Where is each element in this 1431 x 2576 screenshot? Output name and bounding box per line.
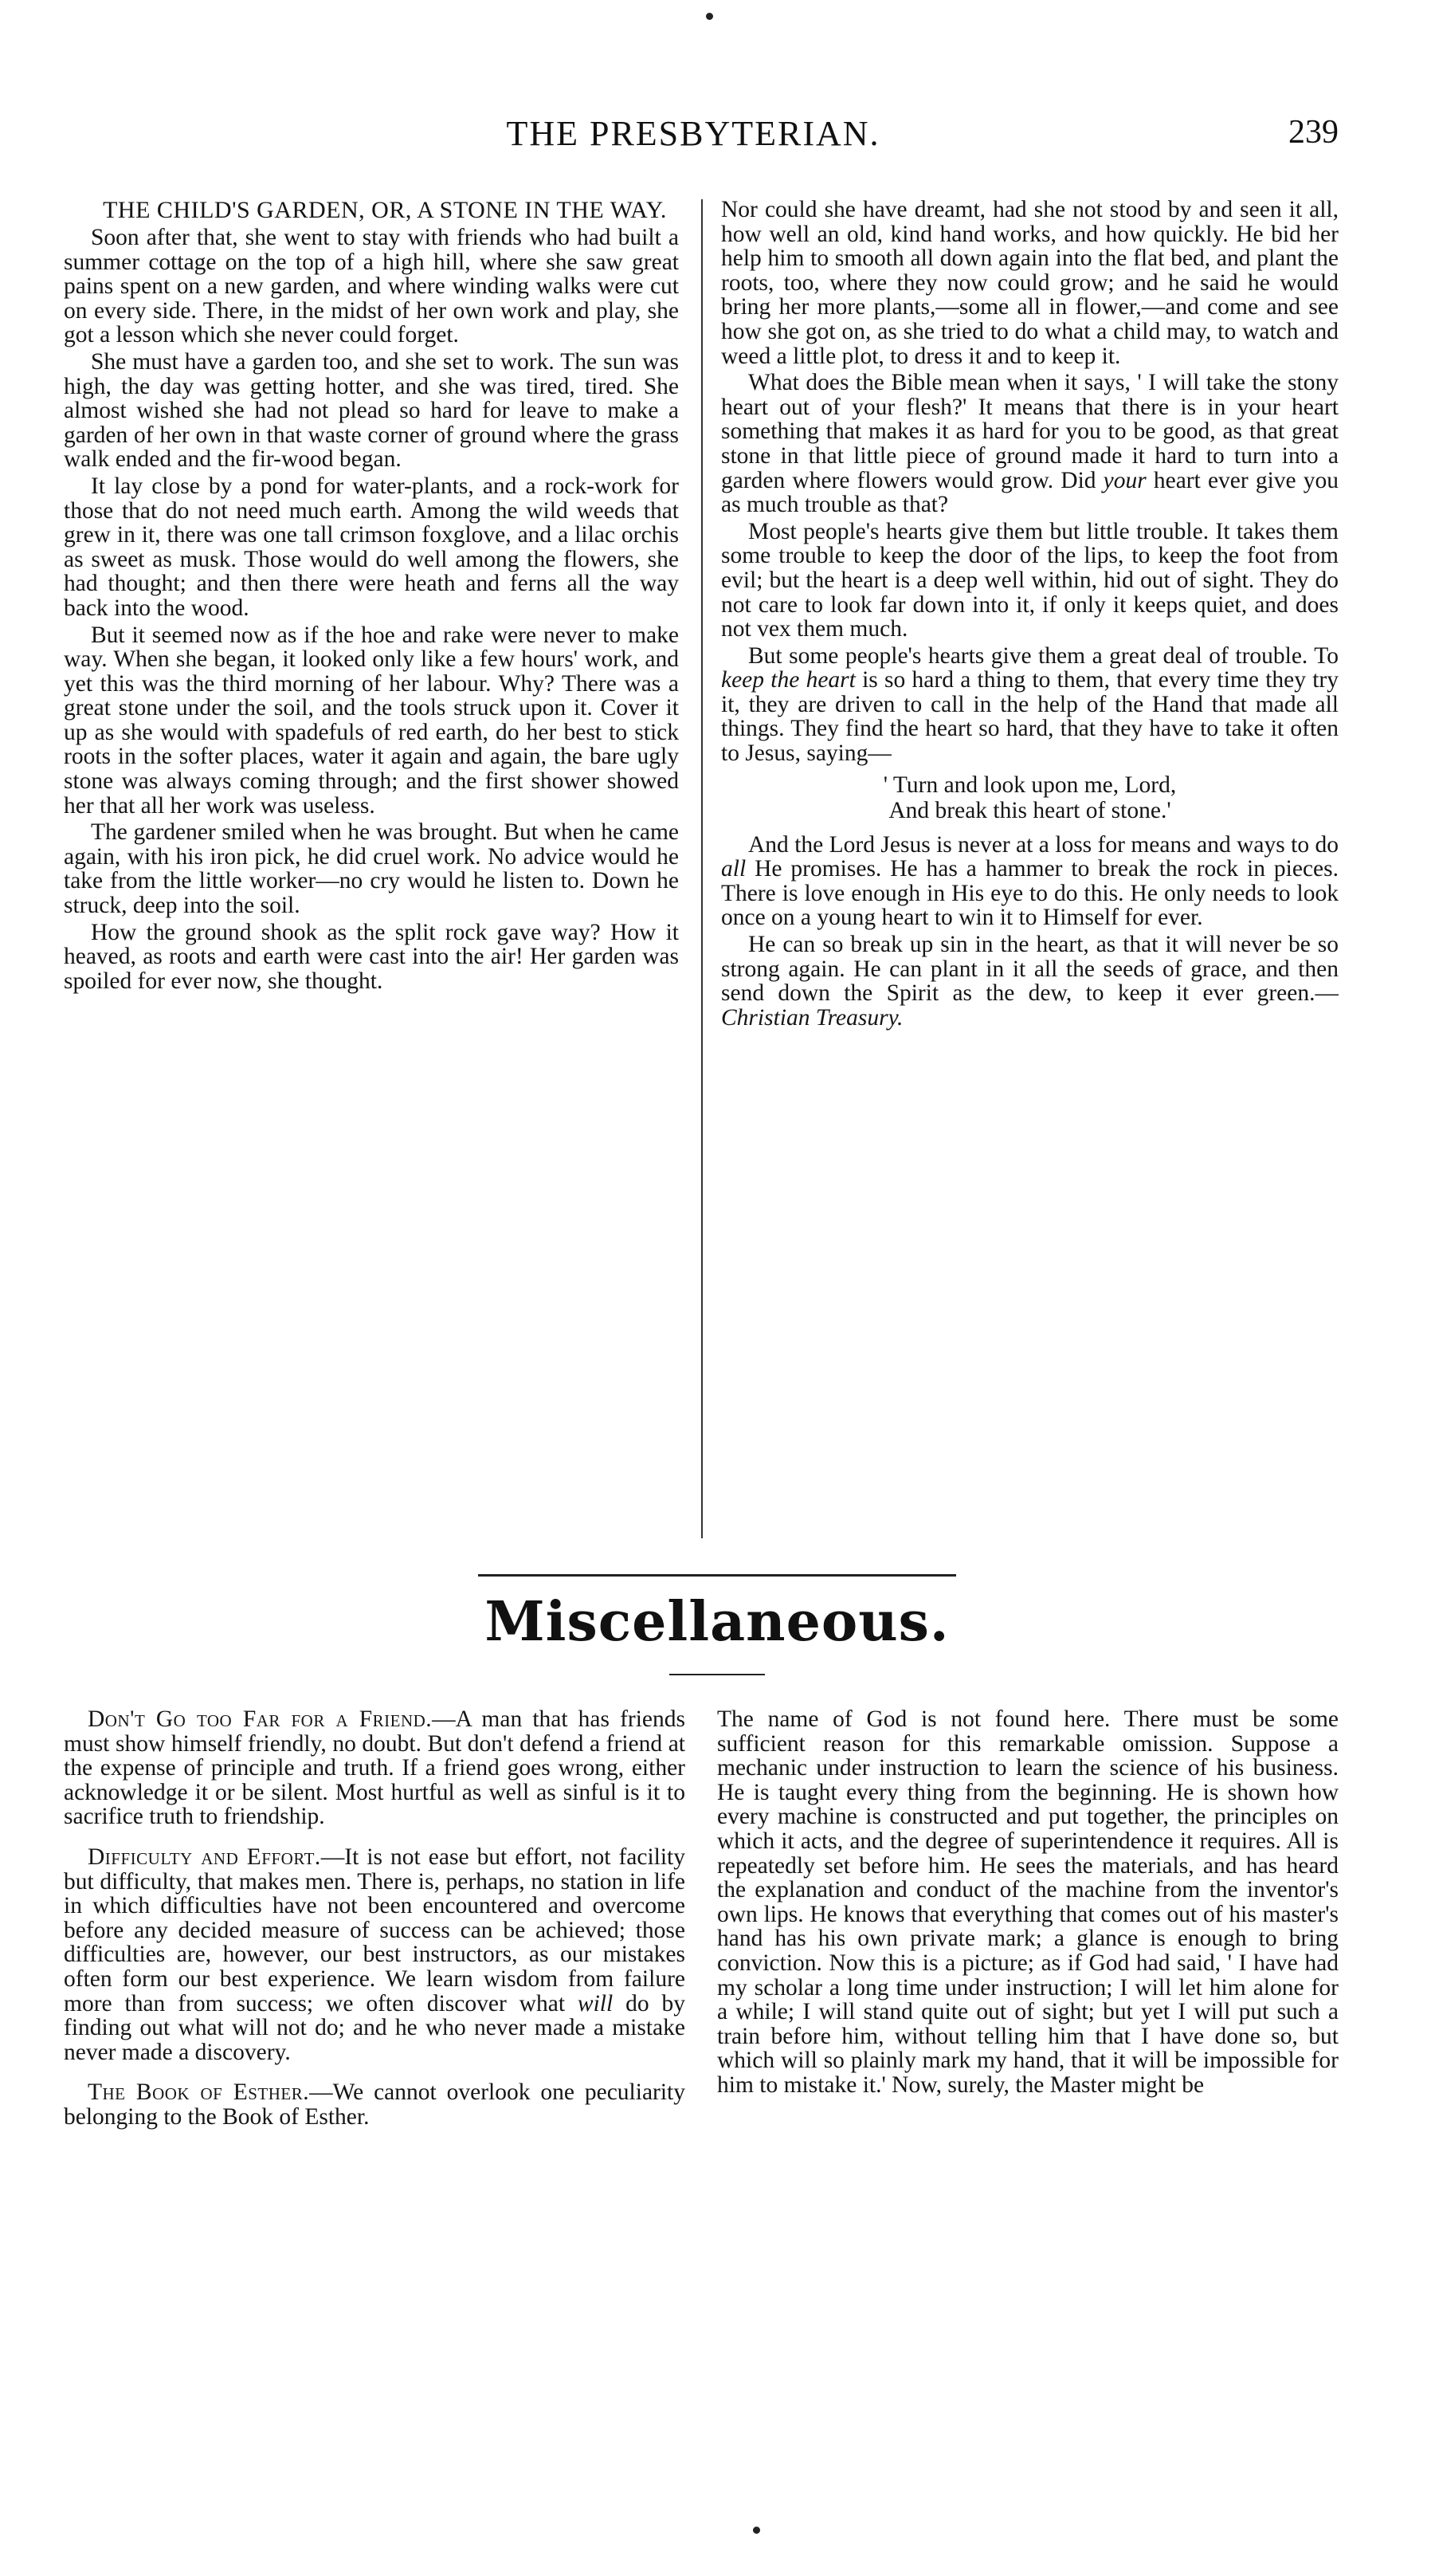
misc-item-heading: Don't Go too Far for a Friend. [88,1707,433,1732]
article-paragraph: And the Lord Jesus is never at a loss for means and ways to do all He promises. He has a hammer to break the rock in pieces. There is love enough in His eye to do this. He only needs to look once on a young heart to win it to Himself for ever. [721,831,1339,931]
page-number: 239 [1288,114,1339,151]
article-paragraph: But it seemed now as if the hoe and rake were never to make way. When she began, it looked only like a few hours' work, and yet this was the third morning of her labour. Why? There was a great stone under the soil, and the tools struck upon it. Cover it up as she would with spadefuls of red earth, do her best to stick roots in the softer places, water it again and again, the bare ugly stone was always coming through; and the first shower showed her that all her work was useless. [64,622,679,819]
article-paragraph: Nor could she have dreamt, had she not stood by and seen it all, how well an old, kind hand works, and how quickly. He bid her help him to smooth all down again into the flat bed, and plant the roots, too, where they now could grow; and he said he would bring her more plants,—some all in flower,—and come and see how she got on, as she tried to do what a child may, to watch and weed a little plot, to dress it and to keep it. [721,198,1339,369]
title-underline-rule [669,1674,765,1675]
article-right-column [721,198,1339,1545]
misc-item-heading: The Book of Esther. [88,2079,310,2106]
article-paragraph: How the ground shook as the split rock gave way? How it heaved, as roots and earth were cast into the air! Her garden was spoiled for ever now, she thought. [64,919,679,994]
poem-line: And break this heart of stone.' [888,797,1171,823]
poem-line: ' Turn and look upon me, Lord, [883,772,1177,798]
article-paragraph: He can so break up sin in the heart, as that it will never be so strong again. He can plant in it all the seeds of grace, and then send down the Spirit as the dew, to keep it ever green.—Christian Treasury. [721,932,1339,1031]
article-paragraph: Most people's hearts give them but little trouble. It takes them some trouble to keep the door of the lips, to keep the foot from evil; but the heart is a deep well within, hid out of sight. They do not care to look far down into it, if only it keeps quiet, and does not vex them much. [721,518,1339,642]
article-source: Christian Treasury. [721,1004,904,1031]
miscellaneous-section-title: Miscellaneous. [484,1590,950,1654]
section-separator-rule [478,1574,956,1577]
misc-item-heading: Difficulty and Effort. [88,1844,321,1870]
bottom-dot-mark [753,2527,760,2534]
article-paragraph: What does the Bible mean when it says, ' I will take the stony heart out of your flesh?' It means that there is in your heart something that makes it as hard for you to be good, as that great stone in that little piece of ground made it hard to turn into a garden where flowers would grow. Did your heart ever give you as much trouble as that? [721,370,1339,518]
misc-left-column [64,1707,685,2401]
misc-item-esther-continued: The name of God is not found here. There must be some sufficient reason for this remarkable omission. Suppose a mechanic under instruction to learn the science of his business. He is taught every thing from the beginning. He is shown how every machine is constructed and put together, the principles on which it acts, and the degree of superintendence it requires. All is repeatedly set before him. He sees the materials, and has heard the explanation and conduct of the machine from the inventor's own lips. He knows that everything that comes out of his master's hand has his own private mark; a glance is enough to bring conviction. Now this is a picture; as if God had said, ' I have had my scholar a long time under instruction; I will let him alone for a while; I will stand quite out of sight; but yet I will put such a train before him, without telling him that I have done so, but which will so plainly mark my hand, that it will be impossible for him to mistake it.' Now, surely, the Master might be [717,1707,1339,2098]
article-left-column [64,198,679,1545]
misc-item-esther: The Book of Esther.—We cannot overlook one peculiarity belonging to the Book of Esther. [64,2079,685,2130]
article-paragraph: Soon after that, she went to stay with friends who had built a summer cottage on the top of a high hill, where she saw great pains spent on a new garden, and where winding walks were cut on every side. There, in the midst of her own work and play, she got a lesson which she never could forget. [64,225,679,348]
top-dot-mark [706,13,713,20]
article-paragraph: The gardener smiled when he was brought. But when he came again, with his iron pick, he did cruel work. No advice would he take from the little worker—no cry would he listen to. Down he struck, deep into the soil. [64,819,679,919]
misc-item-friend: Don't Go too Far for a Friend.—A man that has friends must show himself friendly, no doubt. But don't defend a friend at the expense of principle and truth. If a friend goes wrong, either acknowledge it or be silent. Most hurtful as well as sinful is it to sacrifice truth to friendship. [64,1707,685,1830]
misc-right-column [717,1707,1339,2401]
article-paragraph: But some people's hearts give them a great deal of trouble. To keep the heart is so hard a thing to them, that every time they try it, they are driven to call in the help of the Hand that made all things. They find the heart so hard, that they have to take it often to Jesus, saying— [721,642,1339,767]
misc-item-effort: Difficulty and Effort.—It is not ease but effort, not facility but difficulty, that makes men. There is, perhaps, no station in life in which difficulties have not been encountered and overcome before any decided measure of success can be achieved; those difficulties are, however, our best instructors, as our mistakes often form our best experience. We learn wisdom from failure more than from success; we often discover what will do by finding out what will not do; and he who never made a mistake never made a discovery. [64,1844,685,2065]
article-paragraph: It lay close by a pond for water-plants, and a rock-work for those that do not need much earth. Among the wild weeds that grew in it, there was one tall crimson foxglove, and a lilac orchis as sweet as musk. Those would do well among the flowers, she had thought; and then there were heath and ferns all the way back into the wood. [64,473,679,621]
article-paragraph: She must have a garden too, and she set to work. The sun was high, the day was getting hotter, and she was tired, tired. She almost wished she had not plead so hard for leave to make a garden of her own in that waste corner of ground where the grass walk ended and the fir-wood began. [64,348,679,473]
page-header-title: THE PRESBYTERIAN. [506,114,880,153]
poem-quote [721,772,1339,823]
article-title: THE CHILD'S GARDEN, OR, A STONE IN THE WAY. [103,198,667,223]
column-divider [701,199,703,1538]
